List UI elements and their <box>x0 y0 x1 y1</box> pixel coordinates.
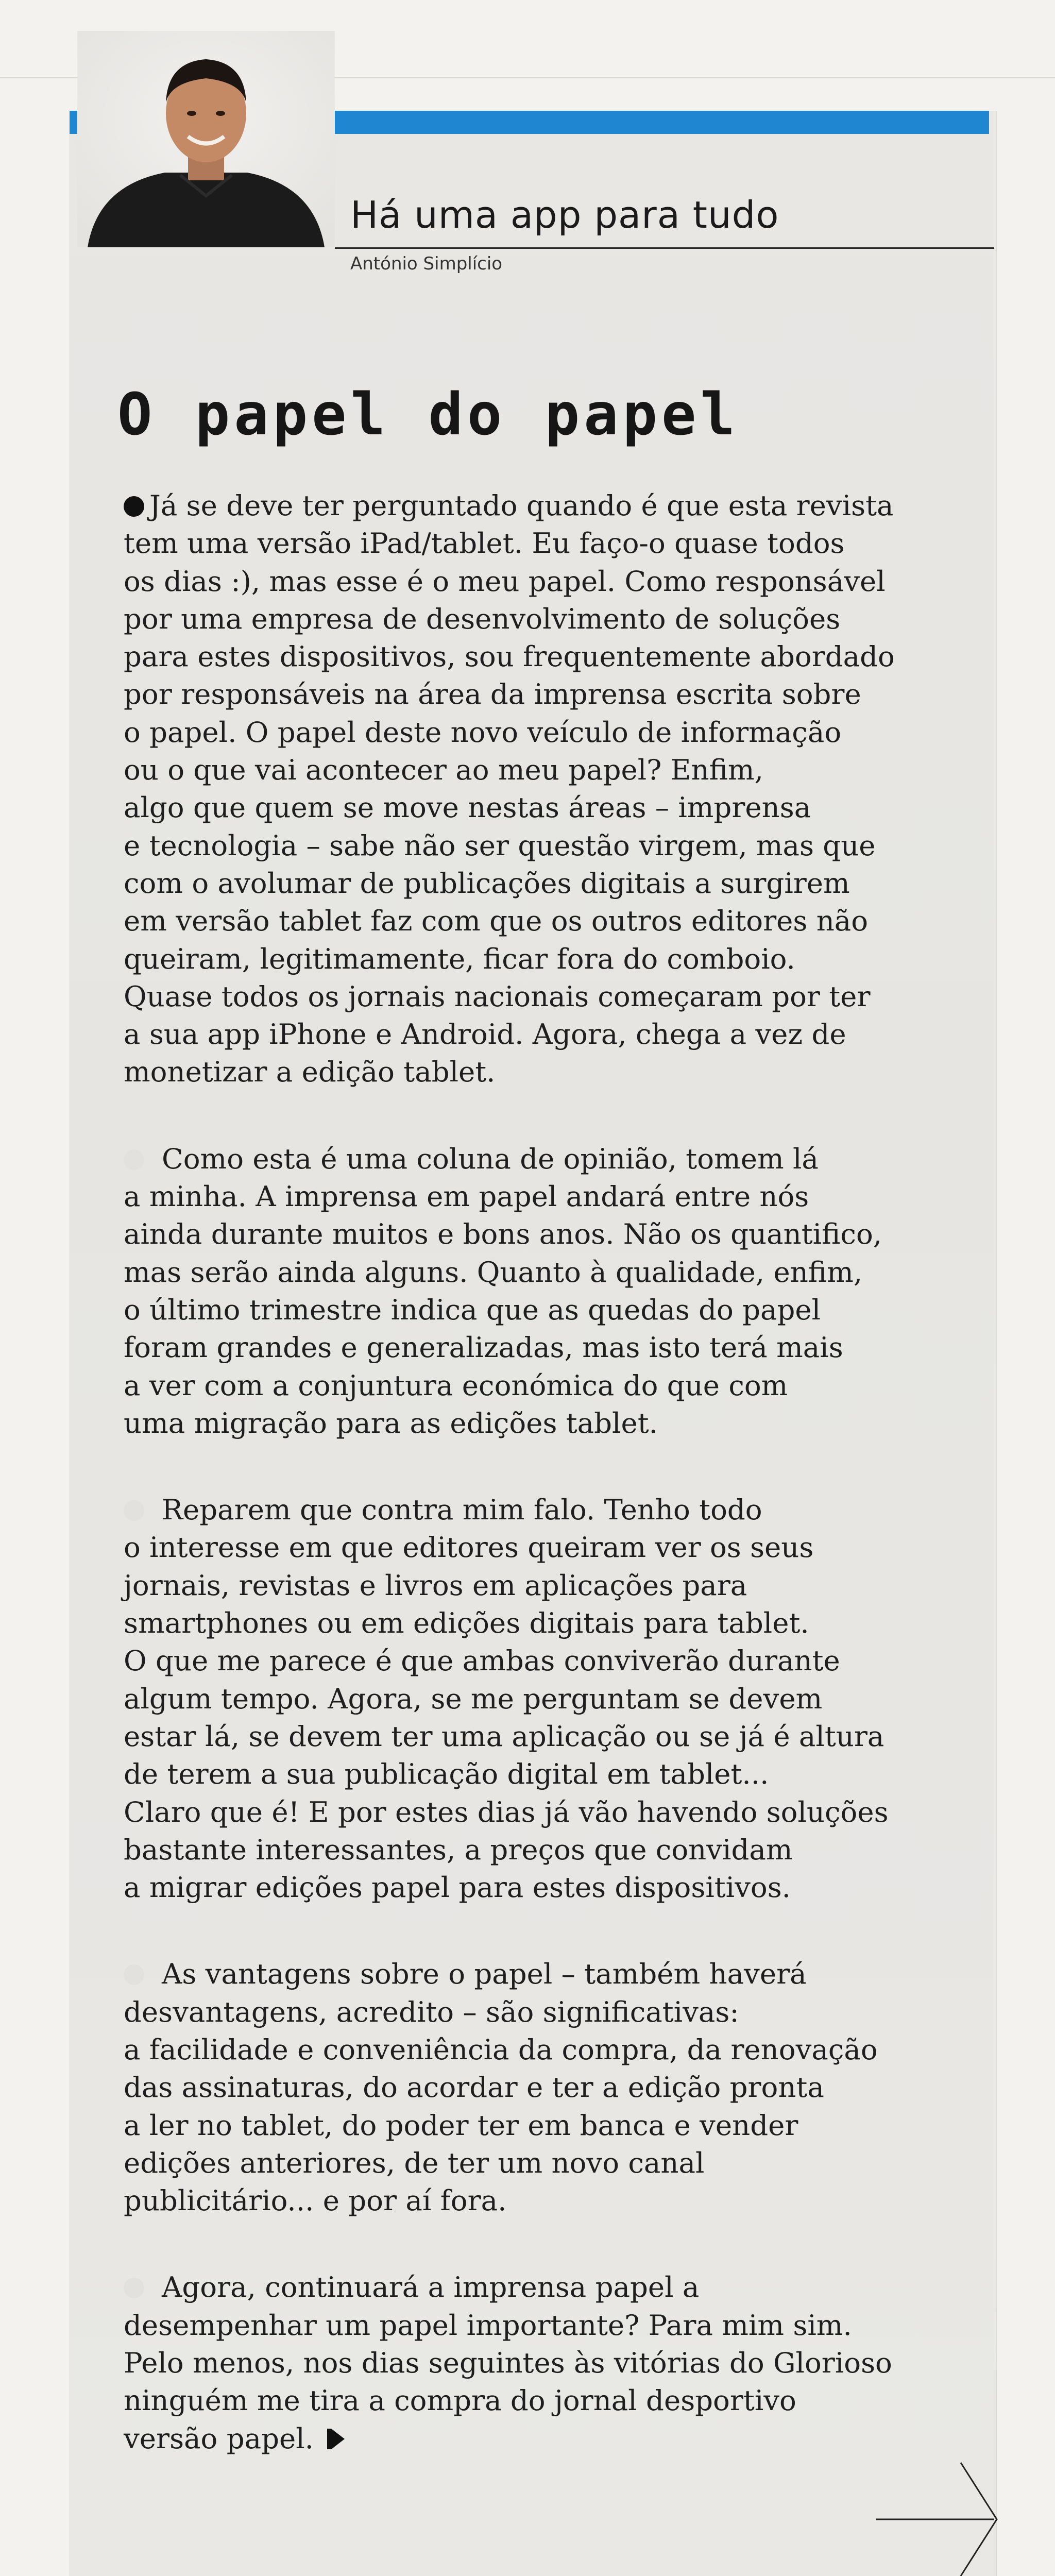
text-line <box>124 1793 958 1831</box>
article-body <box>124 487 958 2506</box>
text-line <box>124 1869 958 1906</box>
line-text: algo que quem se move nestas áreas – imprensa <box>124 791 811 824</box>
line-text: monetizar a edição tablet. <box>124 1055 496 1089</box>
text-line <box>124 1718 958 1755</box>
line-text: o interesse em que editores queiram ver os seus <box>124 1531 814 1564</box>
line-text: publicitário... e por aí fora. <box>124 2184 507 2217</box>
line-text: jornais, revistas e livros em aplicações para <box>124 1568 747 1602</box>
line-text: a ver com a conjuntura económica do que com <box>124 1368 788 1402</box>
article-paragraph <box>124 2268 958 2457</box>
author-photo <box>77 31 335 247</box>
text-line <box>124 1404 958 1442</box>
text-line <box>124 2344 958 2382</box>
line-text: ou o que vai acontecer ao meu papel? Enfim, <box>124 753 763 787</box>
text-line <box>124 638 958 675</box>
text-line <box>124 2182 958 2219</box>
line-text: em versão tablet faz com que os outros editores não <box>124 904 869 938</box>
line-text: por responsáveis na área da imprensa escrita sobre <box>124 677 861 711</box>
text-line <box>124 1955 958 1993</box>
article-paragraph <box>124 1140 958 1442</box>
chevron-right-icon[interactable] <box>871 2452 1005 2576</box>
article-paragraph <box>124 1491 958 1906</box>
text-line <box>124 1015 958 1053</box>
line-text: Já se deve ter perguntado quando é que esta revista <box>149 489 894 522</box>
text-line <box>124 563 958 600</box>
line-text: smartphones ou em edições digitais para tablet. <box>124 1606 809 1640</box>
line-text: a sua app iPhone e Android. Agora, chega a vez de <box>124 1018 846 1051</box>
text-line <box>124 675 958 713</box>
text-line <box>124 1993 958 2031</box>
article-headline: O papel do papel <box>117 381 739 448</box>
paragraph-dot-icon <box>124 2278 144 2298</box>
paragraph-dot-icon <box>124 1500 144 1521</box>
line-text: a minha. A imprensa em papel andará entre nós <box>124 1180 809 1213</box>
line-text: foram grandes e generalizadas, mas isto terá mais <box>124 1331 843 1364</box>
line-text: mas serão ainda alguns. Quanto à qualidade, enfim, <box>124 1255 863 1289</box>
paragraph-dot-icon <box>124 1149 144 1170</box>
line-text: a facilidade e conveniência da compra, da renovação <box>124 2032 878 2066</box>
line-text: Reparem que contra mim falo. Tenho todo <box>162 1493 762 1527</box>
text-line <box>124 940 958 978</box>
text-line <box>124 1529 958 1566</box>
line-text: edições anteriores, de ter um novo canal <box>124 2146 705 2179</box>
text-line <box>124 2144 958 2182</box>
line-text: O que me parece é que ambas conviverão durante <box>124 1644 840 1677</box>
text-line <box>124 600 958 638</box>
paragraph-dot-icon <box>124 1964 144 1985</box>
text-line <box>124 2268 958 2306</box>
line-text: com o avolumar de publicações digitais a surgirem <box>124 866 850 900</box>
line-text: para estes dispositivos, sou frequentemente abordado <box>124 640 895 673</box>
text-line <box>124 2420 958 2458</box>
article-paragraph <box>124 487 958 1091</box>
text-line <box>124 1140 958 1178</box>
line-text: uma migração para as edições tablet. <box>124 1406 658 1439</box>
text-line <box>124 1291 958 1329</box>
line-text: a ler no tablet, do poder ter em banca e vender <box>124 2108 798 2142</box>
line-text: versão papel. <box>124 2421 314 2455</box>
text-line <box>124 2069 958 2106</box>
column-title: Há uma app para tudo <box>350 193 779 236</box>
text-line <box>124 1253 958 1291</box>
line-text: ainda durante muitos e bons anos. Não os quantifico, <box>124 1217 882 1251</box>
text-line <box>124 1755 958 1793</box>
text-line <box>124 1567 958 1604</box>
line-text: Agora, continuará a imprensa papel a <box>162 2270 700 2304</box>
text-line <box>124 1680 958 1718</box>
header-divider <box>335 247 994 249</box>
line-text: queiram, legitimamente, ficar fora do comboio. <box>124 942 795 975</box>
text-line <box>124 865 958 902</box>
line-text: bastante interessantes, a preços que convidam <box>124 1833 793 1866</box>
text-line <box>124 902 958 940</box>
line-text: o papel. O papel deste novo veículo de informação <box>124 715 842 749</box>
text-line <box>124 714 958 751</box>
line-text: As vantagens sobre o papel – também haverá <box>162 1957 807 1991</box>
text-line <box>124 789 958 826</box>
line-text: os dias :), mas esse é o meu papel. Como responsável <box>124 564 886 598</box>
text-line <box>124 1831 958 1869</box>
text-line <box>124 1367 958 1404</box>
line-text: tem uma versão iPad/tablet. Eu faço-o quase todos <box>124 527 845 560</box>
text-line <box>124 1642 958 1680</box>
line-text: de terem a sua publicação digital em tablet... <box>124 1757 769 1791</box>
text-line <box>124 1178 958 1215</box>
line-text: a migrar edições papel para estes dispositivos. <box>124 1871 791 1904</box>
author-name: António Simplício <box>350 253 503 274</box>
line-text: Quase todos os jornais nacionais começaram por ter <box>124 979 871 1013</box>
line-text: algum tempo. Agora, se me perguntam se devem <box>124 1682 823 1715</box>
text-line <box>124 827 958 865</box>
text-line <box>124 2382 958 2419</box>
line-text: desvantagens, acredito – são significativas: <box>124 1995 739 2028</box>
text-line <box>124 2031 958 2069</box>
line-text: por uma empresa de desenvolvimento de soluções <box>124 602 841 635</box>
line-text: estar lá, se devem ter uma aplicação ou se já é altura <box>124 1719 884 1753</box>
line-text: Como esta é uma coluna de opinião, tomem lá <box>162 1142 819 1175</box>
text-line <box>124 751 958 789</box>
text-line <box>124 2107 958 2144</box>
article-paragraph <box>124 1955 958 2219</box>
line-text: desempenhar um papel importante? Para mim sim. <box>124 2308 852 2342</box>
line-text: das assinaturas, do acordar e ter a edição pronta <box>124 2071 824 2104</box>
line-text: Pelo menos, nos dias seguintes às vitórias do Glorioso <box>124 2346 892 2380</box>
line-text: o último trimestre indica que as quedas do papel <box>124 1293 821 1326</box>
line-text: Claro que é! E por estes dias já vão havendo soluções <box>124 1795 889 1828</box>
text-line <box>124 487 958 524</box>
end-of-article-icon <box>331 2429 345 2449</box>
text-line <box>124 1604 958 1642</box>
text-line <box>124 1053 958 1091</box>
line-text: e tecnologia – sabe não ser questão virgem, mas que <box>124 828 876 862</box>
text-line <box>124 1215 958 1253</box>
filled-circle-icon <box>124 496 144 517</box>
text-line <box>124 524 958 562</box>
text-line <box>124 2307 958 2344</box>
line-text: ninguém me tira a compra do jornal desportivo <box>124 2384 796 2417</box>
text-line <box>124 1491 958 1529</box>
text-line <box>124 978 958 1015</box>
text-line <box>124 1329 958 1366</box>
